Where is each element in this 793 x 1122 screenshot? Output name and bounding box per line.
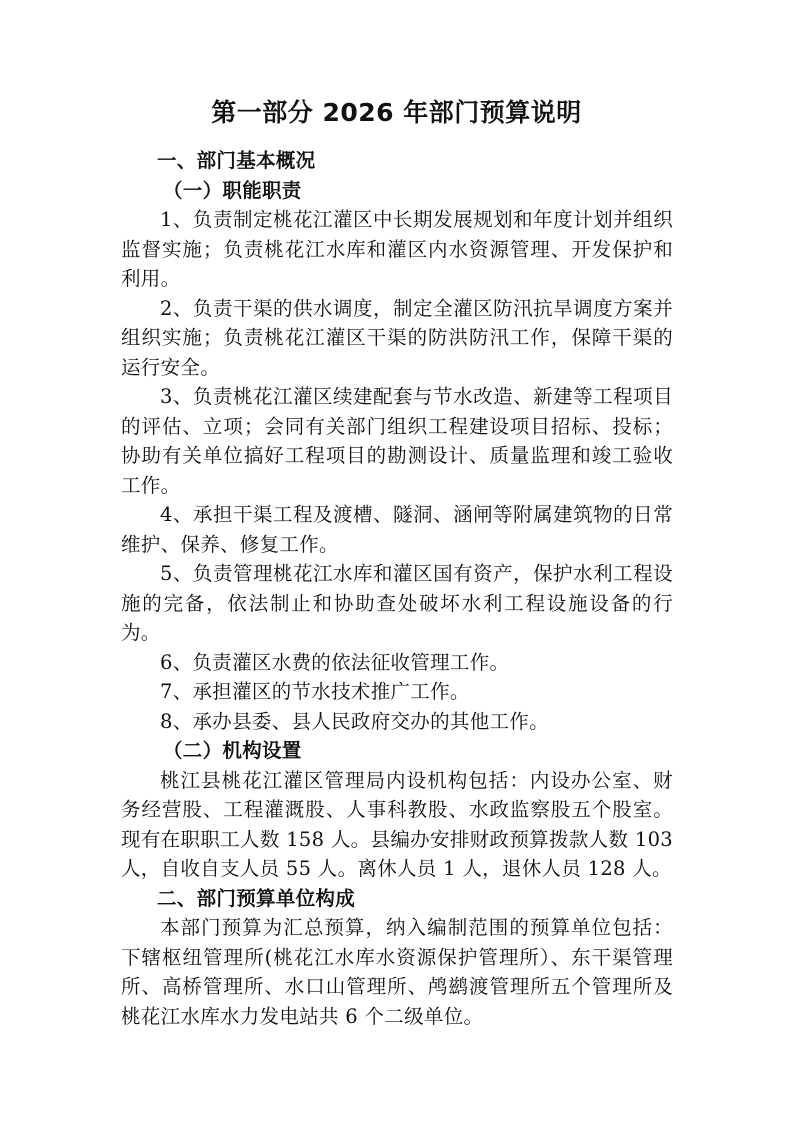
section-heading-overview: 一、部门基本概况 (157, 149, 316, 172)
budget-units-paragraph: 本部门预算为汇总预算，纳入编制范围的预算单位包括：下辖枢纽管理所(桃花江水库水资源保护管理所）、东干渠管理所、高桥管理所、水口山管理所、鸬鹚渡管理所五个管理所及桃花江水库水力发电站共 6 个二级单位。 (121, 916, 673, 1028)
section-heading-budget-units: 二、部门预算单位构成 (157, 886, 356, 910)
subsection-heading-duties: （一）职能职责 (163, 178, 302, 202)
duty-item-1: 1、负责制定桃花江灌区中长期发展规划和年度计划并组织监督实施；负责桃花江水库和灌区内水资源管理、开发保护和利用。 (121, 208, 673, 290)
duty-item-8: 8、承办县委、县人民政府交办的其他工作。 (160, 709, 549, 733)
subsection-heading-organization: （二）机构设置 (163, 739, 302, 762)
duty-item-6: 6、负责灌区水费的依法征收管理工作。 (160, 650, 510, 674)
duty-item-4: 4、承担干渠工程及渡槽、隧洞、涵闸等附属建筑物的日常维护、保养、修复工作。 (121, 503, 673, 556)
duty-item-2: 2、负责干渠的供水调度，制定全灌区防汛抗旱调度方案并组织实施；负责桃花江灌区干渠的防洪防汛工作，保障干渠的运行安全。 (121, 296, 673, 379)
duty-item-3: 3、负责桃花江灌区续建配套与节水改造、新建等工程项目的评估、立项；会同有关部门组织工程建设项目招标、投标；协助有关单位搞好工程项目的勘测设计、质量监理和竣工验收工作。 (121, 385, 673, 497)
duty-item-5: 5、负责管理桃花江水库和灌区国有资产，保护水利工程设施的完备，依法制止和协助查处破坏水利工程设施设备的行为。 (121, 562, 673, 644)
document-body (121, 146, 673, 1031)
document-title: 第一部分 2026 年部门预算说明 (211, 98, 582, 127)
duty-item-7: 7、承担灌区的节水技术推广工作。 (160, 680, 470, 703)
organization-paragraph: 桃江县桃花江灌区管理局内设机构包括：内设办公室、财务经营股、工程灌溉股、人事科教股、水政监察股五个股室。现有在职职工人数 158 人。县编办安排财政预算拨款人数 103 人，自收自支人员 55 人。离休人员 1 人，退休人员 128 人。 (121, 768, 673, 880)
